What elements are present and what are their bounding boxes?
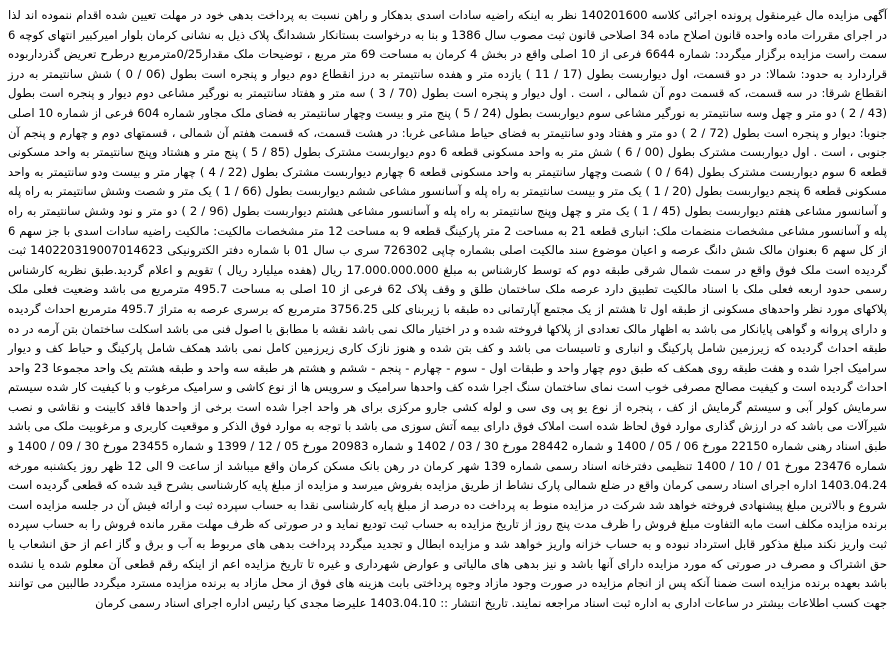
notice-body-text: آگهی مزایده مال غیرمنقول پرونده اجرائی کلاسه 140201600 نظر به اینکه راضیه سادات اسدی بدهکار و راهن نسبت به پرداخت بدهی خود در مهلت تعیین شده اقدام ننموده اند لذا در اجرای مقررات ماده واحده قانون اصلاح ماده 34 اصلاحی قانون ثبت مصوب سال 1386 و بنا به درخواست بستانکار ششدانگ پلاک ذیل به نشانی کرمان بلوار امیرکبیر انتهای کوچه 6 سمت راست مزایده برگزار میگردد: شماره 6644 فرعی از 10 اصلی واقع در بخش 4 کرمان به مساحت 69 متر مربع ، توضیحات ملک مقدار0/25مترمربع درطرح تعریض گذرداربوده قراردارد به حدود: شمالا: در دو قسمت، اول دیواربست بطول (17 / 11 ) یازده متر و هفده سانتیمتر به درز انقطاع دوم دیوار و پنجره است بطول (06 / 0 ) شش سانتیمتر به درز انقطاع شرقا: در سه قسمت، که قسمت دوم آن شمالی ، است . اول دیوار و پنجره است بطول (70 / 3 ) سه متر و هفتاد سانتیمتر به نورگیر مشاعی دوم دیوار و پنجره است بطول (43 / 2 ) دو متر و چهل وسه سانتیمتر به نورگیر مشاعی سوم دیواربست بطول (24 / 5 ) پنج متر و بیست وچهار سانتیمتر به فضای ملک مجاور شماره 604 فرعی از شماره 10 اصلی جنوبا: دیوار و پنجره است بطول (72 / 2 ) دو متر و هفتاد ودو سانتیمتر به فضای حیاط مشاعی غربا: در هشت قسمت، که قسمت هفتم آن شمالی ، قسمتهای دوم و چهارم و پنجم آن جنوبی ، است . اول دیواربست مشترک بطول (00 / 6 ) شش متر به واحد مسکونی قطعه 6 دوم دیواربست مشترک بطول (85 / 5 ) پنج متر و هشتاد وپنج سانتیمتر به واحد مسکونی قطعه 6 سوم دیواربست مشترک بطول (64 / 0 ) شصت وچهار سانتیمتر به واحد مسکونی قطعه 6 چهارم دیواربست مشترک بطول (22 / 4 ) چهار متر و بیست ودو سانتیمتر به واحد مسکونی قطعه 6 پنجم دیواربست بطول (20 / 1 ) یک متر و بیست سانتیمتر به راه پله و آسانسور مشاعی ششم دیواربست بطول (66 / 1 ) یک متر و شصت وشش سانتیمتر به راه پله و آسانسور مشاعی هفتم دیواربست بطول (45 / 1 ) یک متر و چهل وپنج سانتیمتر به راه پله و آسانسور مشاعی هشتم دیواربست بطول (96 / 2 ) دو متر و نود وشش سانتیمتر به راه پله و آسانسور مشاعی مشخصات منضمات ملک: انباری قطعه 21 به مساحت 2 متر پارکینگ قطعه 9 به مساحت 12 متر مشخصات مالکیت: مالکیت راضیه سادات اسدی با جز سهم 6 از کل سهم 6 بعنوان مالک شش دانگ عرصه و اعیان موضوع سند مالکیت اصلی بشماره چاپی 726302 سری ب سال 01 با شماره دفتر الکترونیکی 140220319007014623 ثبت گردیده است ملک فوق واقع در سمت شمال شرقی طبقه دوم که توسط کارشناس به مبلغ 17.000.000.000 ریال (هفده میلیارد ریال ) تقویم و اعلام گردید.طبق نظریه کارشناس رسمی حدود اربعه فعلی ملک با اسناد مالکیت تطبیق دارد عرصه ملک ساختمان طلق و وقف پلاک 62 فرعی از 10 اصلی به مساحت 495.7 مترمربع می باشد وضعیت فعلی ملک پلاکهای مورد نظر واحدهای مسکونی از طبقه اول تا هشتم از یک مجتمع آپارتمانی ده طبقه با زیربنای کلی 3756.25 مترمربع که برسری عرصه به متراژ 495.7 مترمربع احداث گردیده و دارای پروانه و گواهی پایانکار می باشد به اظهار مالک تعدادی از پلاکها فروخته شده و در اختیار مالک نمی باشد نقشه با مطابق با اصول فنی می باشد اسکلت ساختمان بتن آرمه در ده طبقه احداث گردیده که زیرزمین شامل پارکینگ و انباری و تاسیسات می باشد و کف بتن شده و هنوز نازک کاری زیرزمین کامل نمی باشد همکف شامل پارکینگ و حیاط کف و دیوار سرامیک اجرا شده و هفت طبقه روی همکف که طبق دوم چهار واحد و طبقات اول - سوم - چهارم - پنجم - ششم و هشتم هر طبقه سه واحد و طبقه هشتم یک واحد مجموعا 23 واحد احداث گردیده است و کیفیت مصالح مصرفی خوب است نمای ساختمان سنگ اجرا شده کف واحدها سرامیک و سرویس ها از نوع کاشی و سرامیک مرغوب و با کیفیت کار شده سیستم سرمایش کولر آبی و سیستم گرمایش از کف ، پنجره از نوع یو پی وی سی و لوله کشی جارو مرکزی برای هر واحد اجرا شده است برخی از واحدها فاقد کابینت و نقاشی و نصب شیرآلات می باشد که در ارزش گذاری موارد فوق لحاظ شده است املاک فوق دارای بیمه آتش سوزی می باشد با توجه به موارد فوق الذکر و موقعیت کاربری و مرغوبیت ملک می باشد طبق اسناد رهنی شماره 22150 مورخ 06 / 05 / 1400 و شماره 28442 مورخ 30 / 03 / 1402 و شماره 20983 مورخ 05 / 12 / 1399 و شماره 23455 مورخ 30 / 09 / 1400 و شماره 23476 مورخ 01 / 10 / 1400 تنظیمی دفترخانه اسناد رسمی شماره 139 شهر کرمان در رهن بانک مسکن کرمان واقع میباشد از ساعت 9 الی 12 ظهر روز یکشنبه مورخه 1403.04.24 اداره اجرای اسناد رسمی کرمان واقع در ضلع شمالی پارک نشاط از طریق مزایده بفروش میرسد و مزایده از مبلغ پایه کارشناسی بشرح قید شده که قطعی گردیده است شروع و بالاترین مبلغ پیشنهادی فروخته خواهد شد شرکت در مزایده منوط به پرداخت ده درصد از مبلغ پایه کارشناسی نقدا به حساب سپرده ثبت و ارائه فیش آن در جلسه مزایده است برنده مزایده مکلف است مابه التفاوت مبلغ فروش را ظرف مدت پنج روز از تاریخ مزایده به حساب ثبت تودیع نماید و در صورتی که ظرف مهلت مقرر مانده فروش را به حساب سپرده ثبت واریز نکند مبلغ مذکور قابل استرداد نبوده و به حساب خزانه واریز خواهد شد و مزایده ابطال و تجدید میگردد پرداخت بدهی های مربوط به آب و برق و گاز اعم از حق انشعاب یا حق اشتراک و مصرف در صورتی که مورد مزایده دارای آنها باشد و نیز بدهی های مالیاتی و عوارض شهرداری و غیره تا تاریخ مزایده اعم از اینکه رقم قطعی آن معلوم شده یا نشده باشد بعهده برنده مزایده است ضمنا آنکه پس از انجام مزایده در صورت وجود مازاد وجوه پرداختی بابت هزینه های فوق از محل مازاد به برنده مزایده مسترد میگردد طالبین می توانند جهت کسب اطلاعات بیشتر در ساعات اداری به اداره ثبت اسناد مراجعه نمایند. تاریخ انتشار :: 1403.04.10 علیرضا مجدی کیا رئیس اداره اجرای اسناد رسمی کرمان — [8, 8, 888, 610]
